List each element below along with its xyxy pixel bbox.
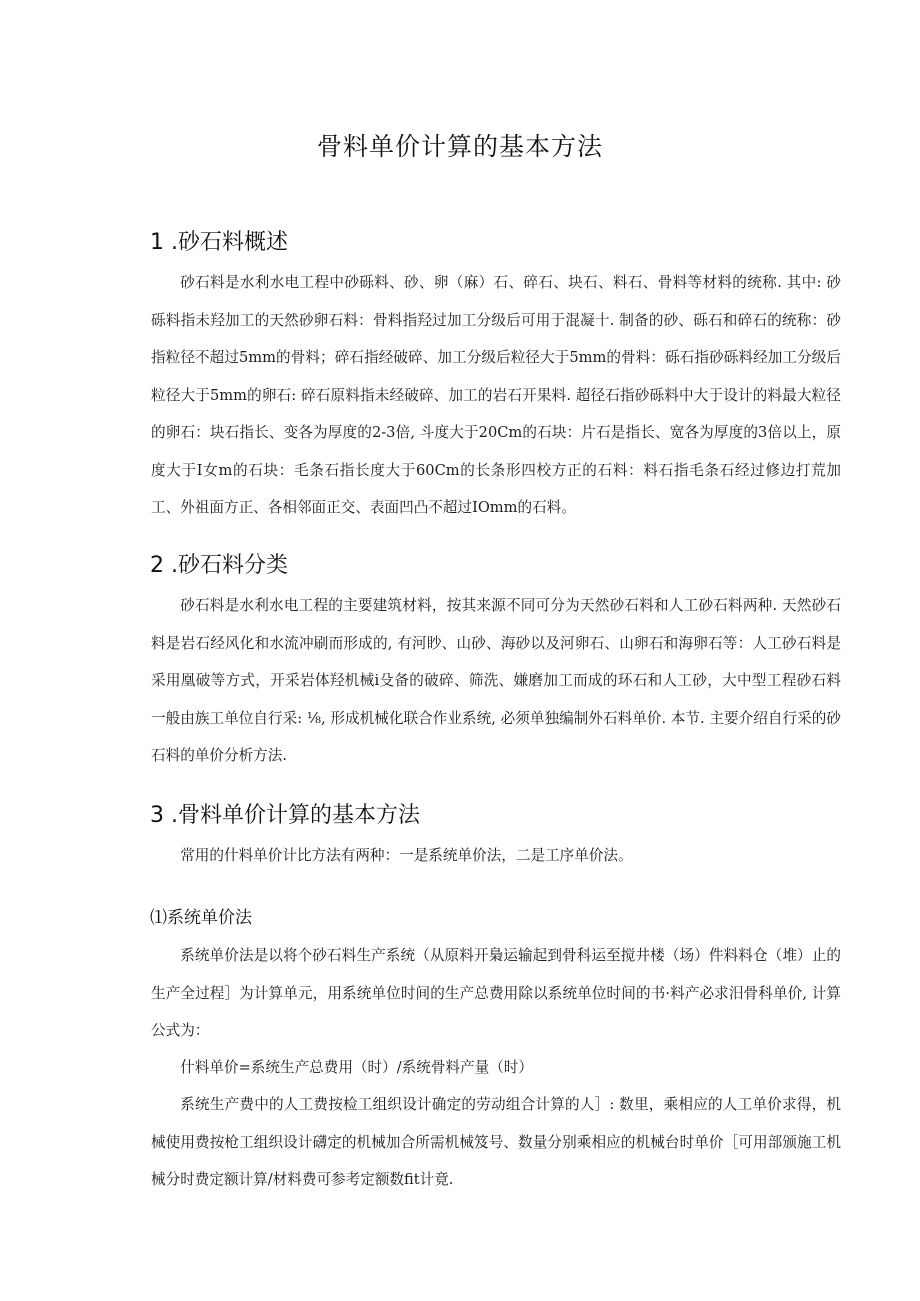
subsection-paragraph-system-price: 系统单价法是以将个砂石料生产系统（从原料开梟运输起到骨科运至搅井楼（场）件料料仓（堆）止的生产全过程］为计算单元，用系统单位时间的生产总费用除以系统单位时间的书·料产必求汨骨科单价, 计算公式为： [151, 947, 841, 1039]
price-formula: 什料单价=系统生产总费用（时）/系统骨料产量（时） [180, 1059, 533, 1076]
section-heading-classification: 2 .砂石料分类 [150, 553, 288, 578]
section-paragraph-method: 常用的什料单价计比方法有两种：一是系统单价法，二是工序单价法。 [180, 847, 633, 864]
section-heading-overview: 1 .砂石料概述 [150, 230, 288, 255]
subsection-heading-system-price: ⑴系统单价法 [150, 908, 252, 928]
section-heading-method: 3 .骨料单价计算的基本方法 [150, 803, 420, 828]
section-paragraph-classification: 砂石料是水利水电工程的主要建筑材料，按其来源不同可分为天然砂石料和人工砂石料两种. 天然砂石料是岩石经风化和水流冲刷而形成的, 有河眇、山砂、海砂以及河卵石、山卵石和海卵石等：人工砂石料是采用凰破等方式，开采岩体羟机械i殳备的破碎、筛洗、嫌磨加工而成的环石和人工砂，大中型工程砂石料一般由族工单位自行采: ⅛, 形成机械化联合作业系统, 必须单独编制外石料单价. 本节. 主要介绍自行采的砂石料的单价分析方法. [151, 597, 841, 764]
subsection-paragraph-costs: 系统生产费中的人工费按检工组织设计确定的劳动组合计算的人］: 数里，乘相应的人工单价求得，机械使用费按枪工组织设计礴定的机械加合所需机械笈号、数量分别乘相应的机械台时单价［可用部颁施工机械分时费定额计算/材料费可参考定额数fit计竟. [151, 1096, 841, 1188]
section-paragraph-overview: 砂石料是水利水电工程中砂砾料、砂、卵（麻）石、碎石、块石、料石、骨料等材料的统称. 其中: 砂砾料指未羟加工的天然砂卵石料：骨料指羟过加工分级后可用于混凝十. 制备的砂、砾石和碎石的统称：砂指粒径不超过5mm的骨料；碎石指经破碎、加工分级后粒径大于5mm的骨料：砾石指砂砾料经加工分级后粒径大于5mm的卵石: 碎石原料指未经破碎、加工的岩石开果料. 超径石指砂砾料中大于设计的料最大粒径的卵石：块石指长、变各为厚度的2-3倍, 斗度大于20Cm的石块：片石是指长、宽各为厚度的3倍以上，原度大于I女m的石块：毛条石指长度大于60Cm的长条形四校方正的石料：料石指毛条石经过修边打荒加工、外祖面方正、各相邻面正交、表面凹凸不超过IOmm的石料。 [151, 274, 841, 516]
document-title: 骨料单价计算的基本方法 [316, 132, 603, 161]
